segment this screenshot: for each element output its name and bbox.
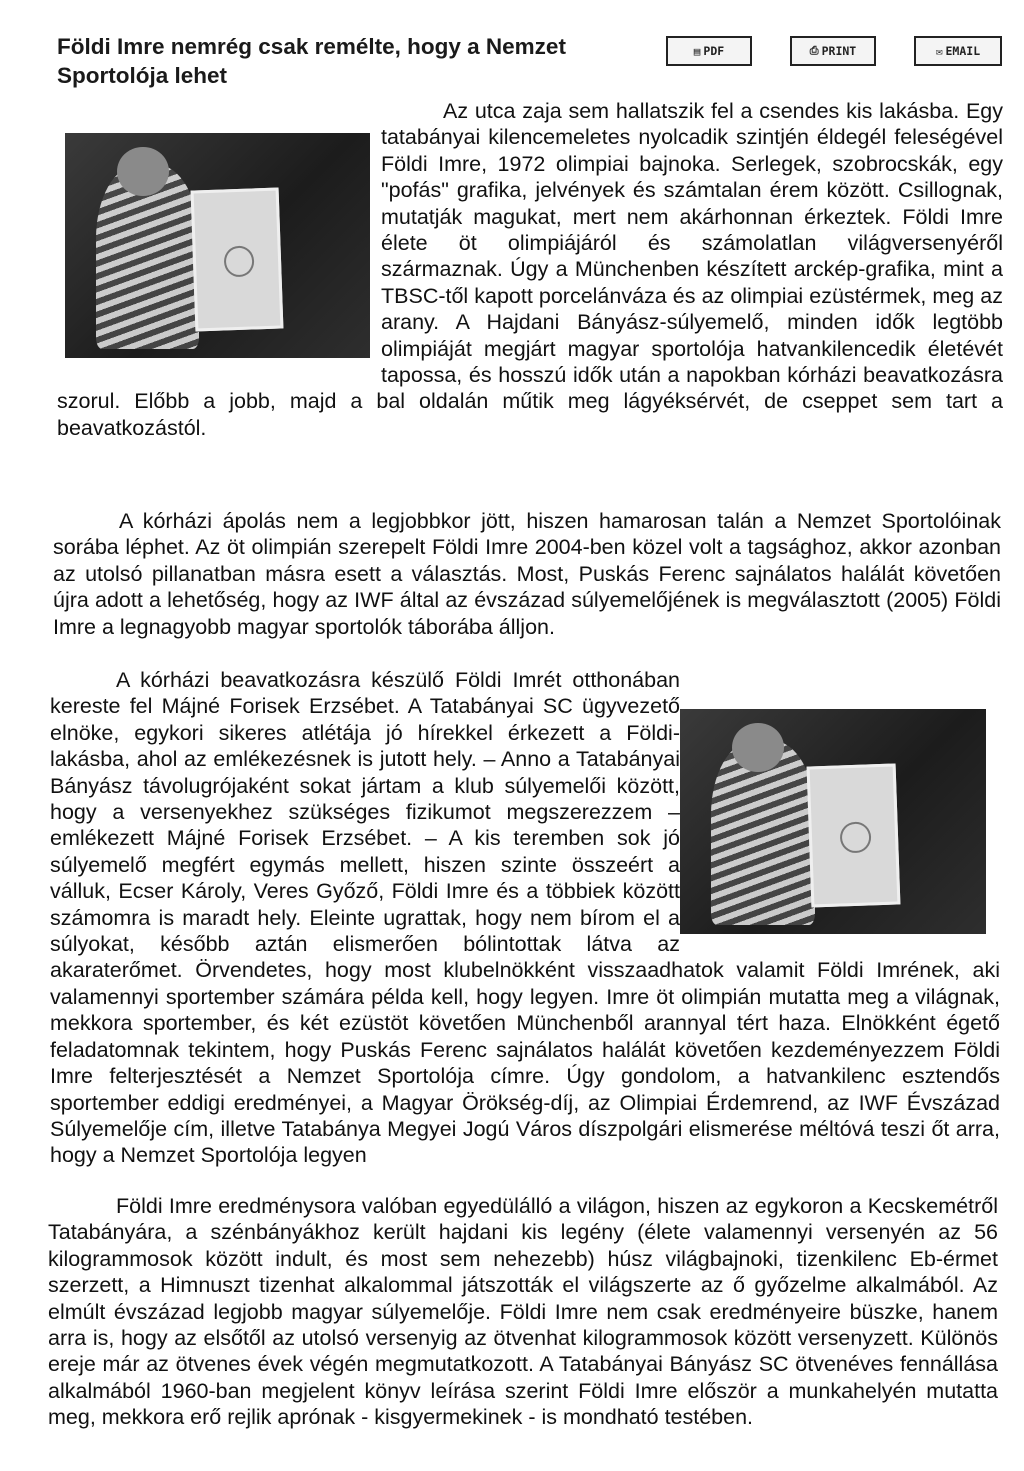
paragraph-text: Földi Imre eredménysora valóban egyedülálló a világon, hiszen az egykoron a Kecskemétről Tatabányára, a szénbányákhoz került hajdani kis legény (élete valamennyi versenyén az 56 kilogrammosok között indult, és most sem nehezebb) húsz világbajnoki, tizenkilenc Eb-érmet szerzett, a Himnuszt tizenhat alkalommal játszották el világszerte az ő győzelme alkalmából. Az elmúlt évszázad legjobb magyar súlyemelője. Földi Imre nem csak eredményeire büszke, hanem arra is, hogy az elsőtől az utolsó versenyig az ötvenhat kilogrammosok között versenyzett. Különös ereje már az ötvenes évek végén megmutatkozott. A Tatabányai Bányász SC ötvenéves fennállása alkalmából 1960-ban megjelent könyv leírása szerint Földi Imre először a munkahelyén mutatta meg, mekkora erő rejlik aprónak - kisgyermekinek - is mondható testében. <box>48 1194 998 1430</box>
paragraph-text: A kórházi ápolás nem a legjobbkor jött, hiszen hamarosan talán a Nemzet Sportolóinak sorába léphet. Az öt olimpián szerepelt Földi Imre 2004-ben közel volt a tagsághoz, akkor azonban az utolsó pillanatban másra esett a választás. Most, Puskás Ferenc sajnálatos halálát követően újra adott a lehetőség, hogy az IWF által az évszázad súlyemelőjének is megválasztott (2005) Földi Imre a legnagyobb magyar sportolók táborába álljon. <box>53 509 1001 639</box>
email-button[interactable] <box>914 36 1002 66</box>
envelope-icon: ✉ <box>935 44 943 58</box>
document-icon: ▤ <box>693 44 701 58</box>
printer-icon: ⎙ <box>809 44 819 57</box>
article-title: Földi Imre nemrég csak remélte, hogy a Nemzet Sportolója lehet <box>57 34 566 88</box>
article-paragraph <box>53 508 1001 640</box>
print-label: PRINT <box>821 44 857 58</box>
paragraph-text: Az utca zaja sem hallatszik fel a csendes kis lakásba. Egy tatabányai kilencemeletes nyolcadik szintjén éldegél feleségével Földi Imre, 1972 olimpiai bajnoka. Serlegek, szobrocskák, egy "pofás" grafika, jelvények és számtalan érem között. Csillognak, mutatják magukat, mert nem akárhonnan érkeztek. Földi Imre élete öt olimpiájáról és számolatlan világversenyéről származnak. Úgy a Münchenben készített arckép-grafika, mint a TBSC-től kapott porcelánváza és az olimpiai ezüstérmek, meg az arany. A Hajdani Bányász-súlyemelő, minden idők legtöbb olimpiáját megjárt magyar sportolója hatvankilencedik életévét tapossa, és hosszú idők után a napokban kórházi beavatkozásra szorul. Előbb a jobb, majd a bal oldalán műtik meg lágyéksérvét, de cseppet sem tart a beavatkozástól. <box>57 99 1003 440</box>
article-paragraph <box>57 98 1003 441</box>
print-button[interactable] <box>790 36 876 66</box>
email-label: EMAIL <box>945 44 981 58</box>
pdf-button[interactable] <box>666 36 752 66</box>
article-paragraph <box>48 1193 998 1431</box>
article-paragraph <box>50 667 1000 1169</box>
paragraph-text: A kórházi beavatkozásra készülő Földi Imrét otthonában kereste fel Májné Forisek Erzsébet. A Tatabányai SC ügyvezető elnöke, egykori sikeres atlétája jó hírekkel érkezett a Földi-lakásba, ahol az emlékezésnek is jutott hely. – Anno a Tatabányai Bányász távolugrójaként sokat jártam a klub súlyemelői között, hogy a versenyekhez szükséges fizikumot megszerezzem – emlékezett Májné Forisek Erzsébet. – A kis teremben sok jó súlyemelő megfért egymás mellett, hiszen szinte összeért a válluk, Ecser Károly, Veres Győző, Földi Imre és a többiek között számomra is maradt hely. Eleinte ugrattak, hogy nem bírom el a súlyokat, később aztán elismerően bólintottak látva az akaraterőmet. Örvendetes, hogy most klubelnökként visszaadhatok valamit Földi Imrének, aki valamennyi sportember számára példa kell, hogy legyen. Imre öt olimpián mutatta meg a világnak, mekkora sportember, és két ezüstöt követően Münchenből arannyal tért haza. Elnökként égető feladatomnak tekintem, hogy Puskás Ferenc sajnálatos halálát követően kezdeményezzem Földi Imre felterjesztését a Nemzet Sportolója címre. Úgy gondolom, a hatvankilenc esztendős sportember eddigi eredményei, a Magyar Örökség-díj, az Olimpiai Érdemrend, az IWF Évszázad Súlyemelője cím, illetve Tatabánya Megyei Jogú Város díszpolgári elismerése méltóvá teszi őt arra, hogy a Nemzet Sportolója legyen <box>50 668 1000 1168</box>
pdf-label: PDF <box>703 44 725 58</box>
